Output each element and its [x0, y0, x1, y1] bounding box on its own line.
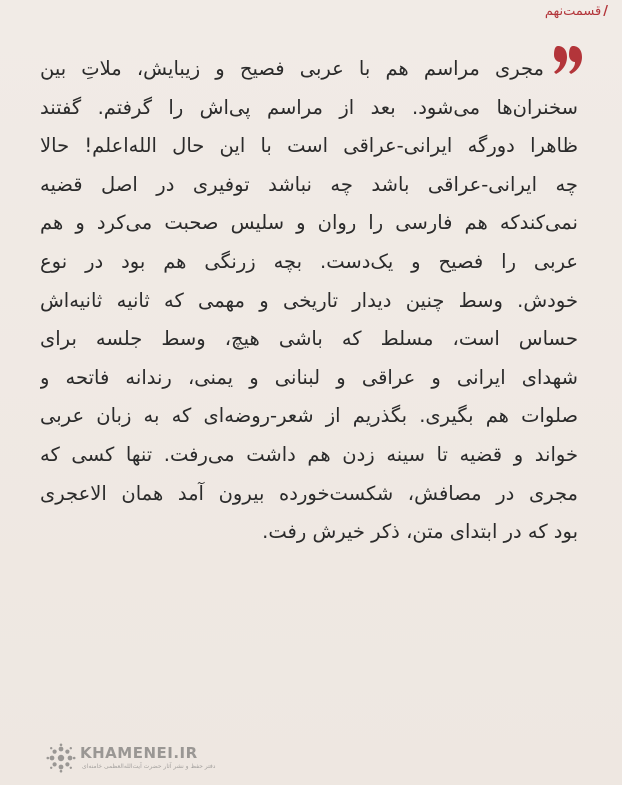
section-title: قسمت‌نهم [544, 4, 602, 19]
text-line: چه ایرانی-عراقی باشد چه نباشد توفیری در اصل قضیه [40, 172, 578, 196]
brand-name: KHAMENEI.IR [80, 744, 198, 762]
section-slash: / [603, 4, 608, 19]
text-line: نمی‌کندکه هم فارسی را روان و سلیس صحبت می‌کرد و هم [40, 211, 578, 235]
text-line: بود که در ابتدای متن، ذکر خیرش رفت. [262, 520, 578, 544]
text-line: صلوات هم بگیری. بگذریم از شعر-روضه‌ای که به زبان عربی [40, 404, 578, 428]
text-line: مجری مراسم هم با عربی فصیح و زیبایش، ملاتِ بین [40, 57, 544, 80]
text-line: مجری در مصافش، شکست‌خورده بیرون آمد همان الاعجری [40, 481, 578, 505]
section-label [545, 4, 608, 19]
brand-tagline: دفتر حفظ و نشر آثار حضرت آیت‌الله‌العظمی خامنه‌ای [82, 763, 216, 770]
text-line: عربی را فصیح و یک‌دست. بچه زرنگی هم بود در نوع [40, 249, 578, 273]
footer-branding [46, 741, 276, 775]
text-line: حساس است، مسلط که باشی هیچ، وسط جلسه برای [40, 327, 578, 351]
text-line: ظاهرا دورگه ایرانی-عراقی است با این حال الله‌اعلم! حالا [40, 134, 578, 158]
text-line: شهدای ایرانی و عراقی و لبنانی و یمنی، رندانه فاتحه و [40, 365, 578, 389]
text-line: خواند و قضیه تا سینه زدن هم داشت می‌رفت. تنها کسی که [40, 442, 578, 466]
khamenei-logo-icon [46, 743, 76, 773]
article-text [40, 50, 578, 552]
text-line: سخنران‌ها می‌شود. بعد از مراسم پی‌اش را گرفتم. گفتند [40, 95, 578, 119]
text-line: خودش. وسط چنین دیدار تاریخی و مهمی که ثانیه ثانیه‌اش [40, 288, 578, 312]
